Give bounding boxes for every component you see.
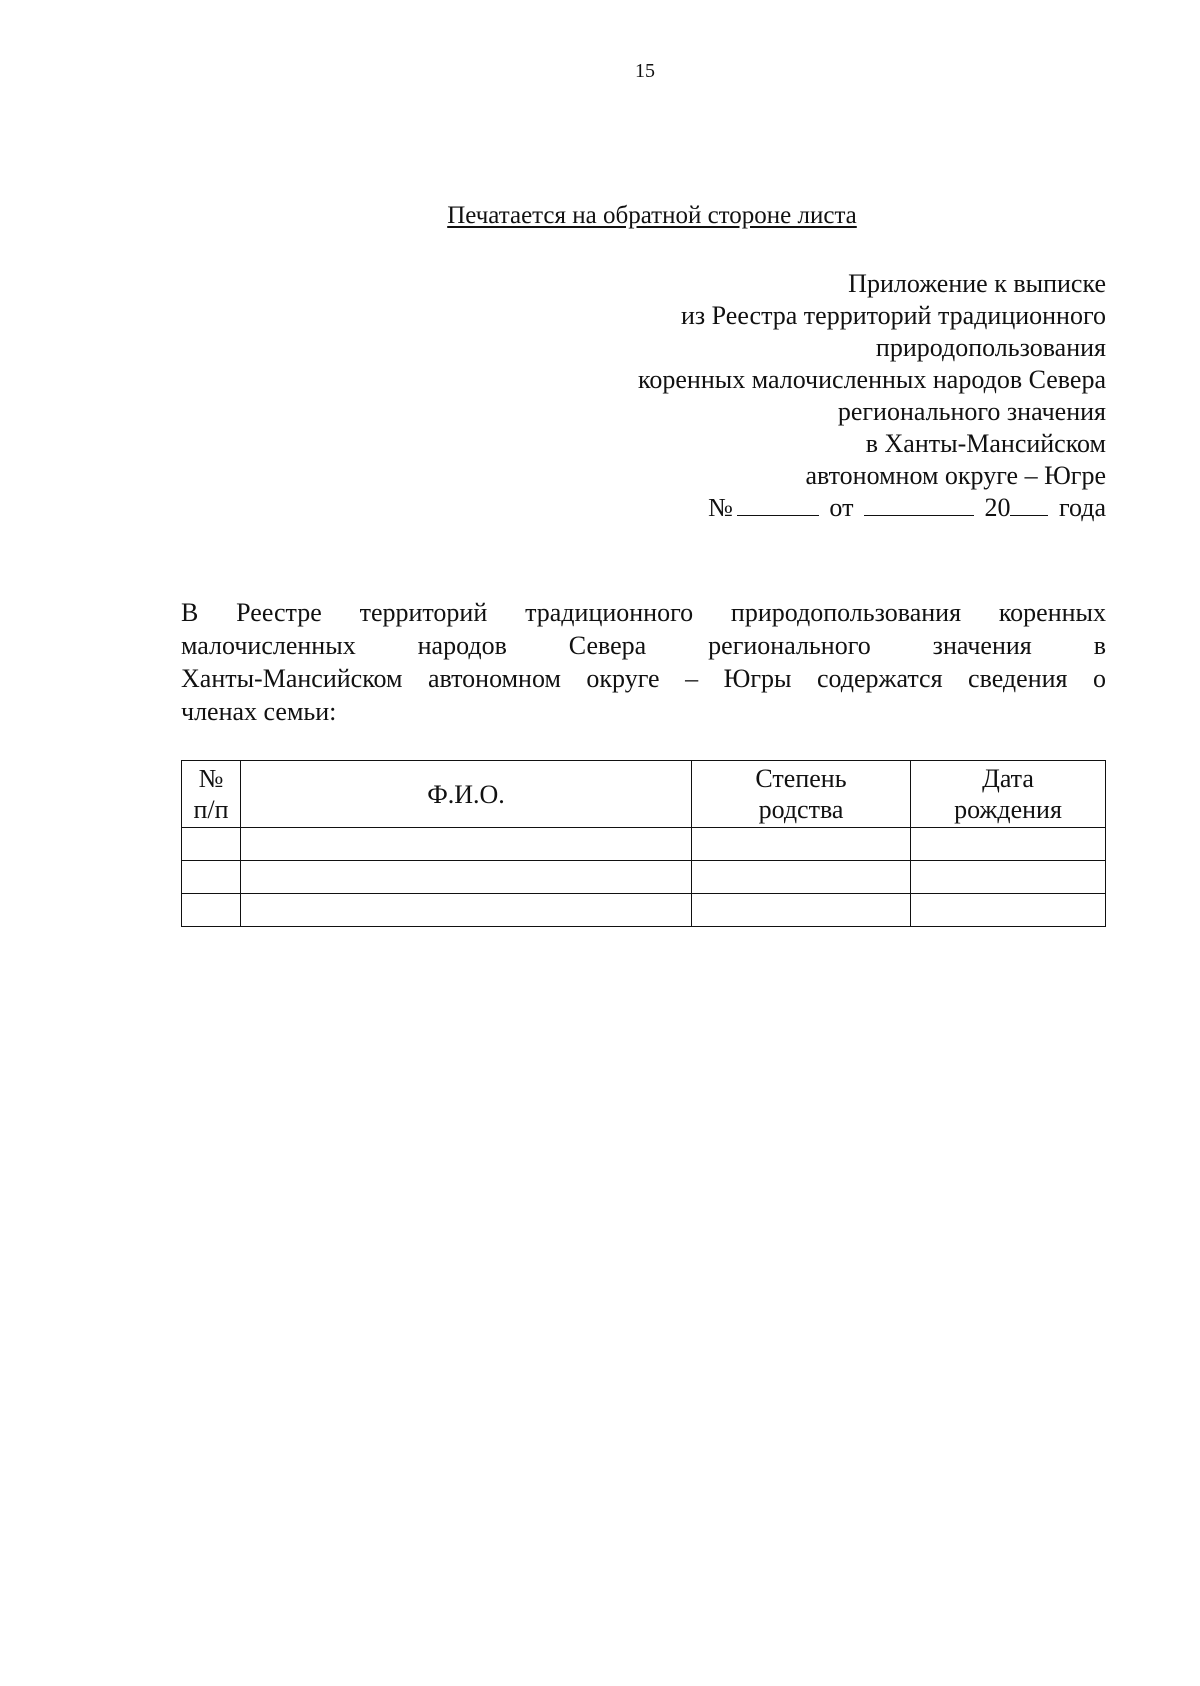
table-cell [241, 861, 692, 894]
document-number-line [406, 492, 1106, 524]
table-cell [182, 894, 241, 927]
table-cell [692, 861, 911, 894]
appendix-line: коренных малочисленных народов Севера [638, 365, 1106, 394]
family-members-table [181, 760, 1106, 927]
table-row [182, 861, 1106, 894]
table-cell [241, 894, 692, 927]
header-fio: Ф.И.О. [241, 761, 692, 828]
table-cell [692, 828, 911, 861]
from-label: от [829, 493, 854, 522]
year-blank [1010, 493, 1048, 516]
body-paragraph [181, 596, 1106, 728]
year-suffix: года [1058, 493, 1106, 522]
number-label: № [708, 493, 733, 522]
page-number: 15 [635, 60, 655, 82]
body-line: членах семьи: [181, 697, 337, 726]
print-note: Печатается на обратной стороне листа [447, 202, 857, 229]
number-blank [737, 493, 819, 516]
table-cell [911, 894, 1106, 927]
table-header-row [182, 761, 1106, 828]
appendix-line: из Реестра территорий традиционного [681, 301, 1106, 330]
appendix-line: регионального значения [837, 397, 1106, 426]
appendix-line: природопользования [875, 333, 1106, 362]
header-number: № п/п [182, 761, 241, 828]
date-blank [864, 493, 974, 516]
header-relation: Степень родства [692, 761, 911, 828]
table-cell [911, 828, 1106, 861]
table-row [182, 894, 1106, 927]
appendix-line: Приложение к выписке [848, 269, 1106, 298]
table-cell [911, 861, 1106, 894]
body-line: Ханты-Мансийском автономном округе – Югры содержатся сведения о [181, 664, 1106, 693]
body-line: малочисленных народов Севера регионального значения в [181, 631, 1106, 660]
table-row [182, 828, 1106, 861]
header-birth-date: Дата рождения [911, 761, 1106, 828]
appendix-header [406, 268, 1106, 524]
appendix-line: в Ханты-Мансийском [865, 429, 1106, 458]
table-cell [182, 861, 241, 894]
body-line: В Реестре территорий традиционного природопользования коренных [181, 598, 1106, 627]
table-cell [182, 828, 241, 861]
table-cell [692, 894, 911, 927]
table-cell [241, 828, 692, 861]
year-prefix: 20 [984, 493, 1011, 522]
appendix-line: автономном округе – Югре [805, 461, 1106, 490]
